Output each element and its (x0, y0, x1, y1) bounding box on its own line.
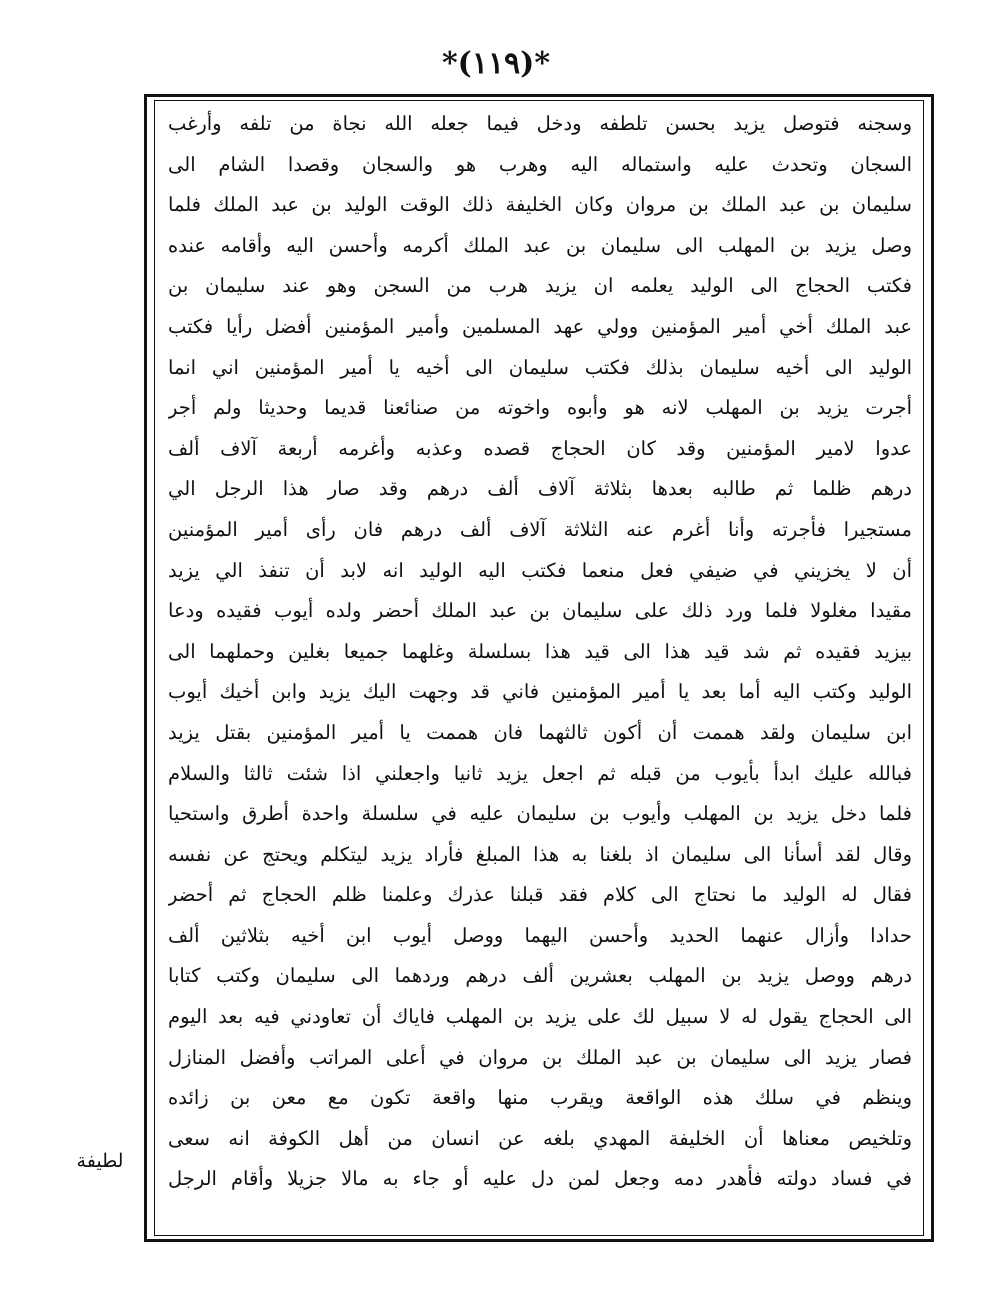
margin-note: لطيفة (76, 1150, 124, 1172)
text-line: الوليد الى أخيه سليمان بذلك فكتب سليمان الى أخيه يا أمير المؤمنين اني انما (168, 355, 912, 379)
text-line: أن لا يخزيني في ضيفي فعل منعما فكتب اليه الوليد انه لابد أن تنفذ الي يزيد (168, 558, 912, 582)
text-line: وصل يزيد بن المهلب الى سليمان بن عبد الملك أكرمه وأحسن اليه وأقامه عنده (168, 233, 912, 257)
text-line: بيزيد فقيده ثم شد قيد هذا الى قيد هذا بسلسلة وغلهما جميعا بغلين وحملهما الى (168, 639, 912, 663)
text-line: درهم ظلما ثم طالبه بعدها بثلاثة آلاف ألف درهم وقد صار هذا الرجل الي (168, 477, 912, 501)
text-line: فكتب الحجاج الى الوليد يعلمه ان يزيد هرب من السجن وهو عند سليمان بن (168, 274, 912, 298)
text-line: وسجنه فتوصل يزيد بحسن تلطفه ودخل فيما جعله الله نجاة من تلفه وأرغب (168, 112, 912, 135)
text-line: وينظم في سلك هذه الواقعة ويقرب منها واقعة تكون مع معن بن زائده (168, 1086, 912, 1110)
text-line: فلما دخل يزيد بن المهلب وأيوب بن سليمان عليه في سلسلة واحدة أطرق واستحيا (168, 802, 912, 826)
text-line: سليمان بن عبد الملك بن مروان وكان الخليفة ذلك الوقت الوليد بن عبد الملك فلما (168, 193, 912, 217)
text-line: مقيدا مغلولا فلما ورد ذلك على سليمان بن عبد الملك أحضر ولده أيوب فقيده ودعا (168, 599, 912, 623)
text-body (168, 104, 912, 1200)
text-line: حدادا وأزال عنهما الحديد وأحسن اليهما ووصل أيوب ابن أخيه بثلاثين ألف (168, 923, 912, 947)
text-line: فصار يزيد الى سليمان بن عبد الملك بن مروان في أعلى المراتب وأفضل المنازل (168, 1045, 912, 1069)
page-number: *(١١٩)* (441, 46, 551, 81)
text-line: الى الحجاج يقول له لا سبيل لك على يزيد بن المهلب فاياك أن تعاودني فيه بعد اليوم (168, 1005, 912, 1029)
text-line: درهم ووصل يزيد بن المهلب بعشرين ألف درهم وردهما الى سليمان وكتب كتابا (168, 964, 912, 988)
text-line: ابن سليمان ولقد هممت أن أكون ثالثهما فان هممت يا أمير المؤمنين بقتل يزيد (168, 720, 912, 744)
text-line: فبالله عليك ابدأ بأيوب من قبله ثم اجعل يزيد ثانيا واجعلني اذا شئت ثالثا والسلام (168, 761, 912, 785)
text-line: عدوا لامير المؤمنين وقد كان الحجاج قصده وعذبه وأغرمه أربعة آلاف ألف (168, 436, 912, 460)
text-line: في فساد دولته فأهدر دمه وجعل لمن دل عليه أو جاء به مالا جزيلا وأقام الرجل (168, 1167, 912, 1191)
text-line: أجرت يزيد بن المهلب لانه هو وأبوه واخوته من صنائعنا قديما وحديثا ولم أجر (168, 396, 912, 420)
text-line: الوليد وكتب اليه أما بعد يا أمير المؤمنين فاني قد وجهت اليك يزيد وابن أخيك أيوب (168, 680, 912, 704)
text-line: السجان وتحدث عليه واستماله اليه وهرب هو والسجان وقصدا الشام الى (168, 152, 912, 176)
text-line: مستجيرا فأجرته وأنا أغرم عنه الثلاثة آلاف ألف درهم فان رأى أمير المؤمنين (168, 517, 912, 541)
text-line: عبد الملك أخي أمير المؤمنين وولي عهد المسلمين وأمير المؤمنين أفضل رأيا فكتب (168, 314, 912, 338)
text-line: وتلخيص معناها أن الخليفة المهدي بلغه عن انسان من أهل الكوفة انه سعى (168, 1126, 912, 1150)
text-line: وقال لقد أسأنا الى سليمان اذ بلغنا به هذا المبلغ فأراد يزيد ليتكلم ويحتج عن نفسه (168, 842, 912, 866)
text-line: فقال له الوليد ما نحتاج الى كلام فقد قبلنا عذرك وعلمنا ظلم الحجاج ثم أحضر (168, 883, 912, 907)
